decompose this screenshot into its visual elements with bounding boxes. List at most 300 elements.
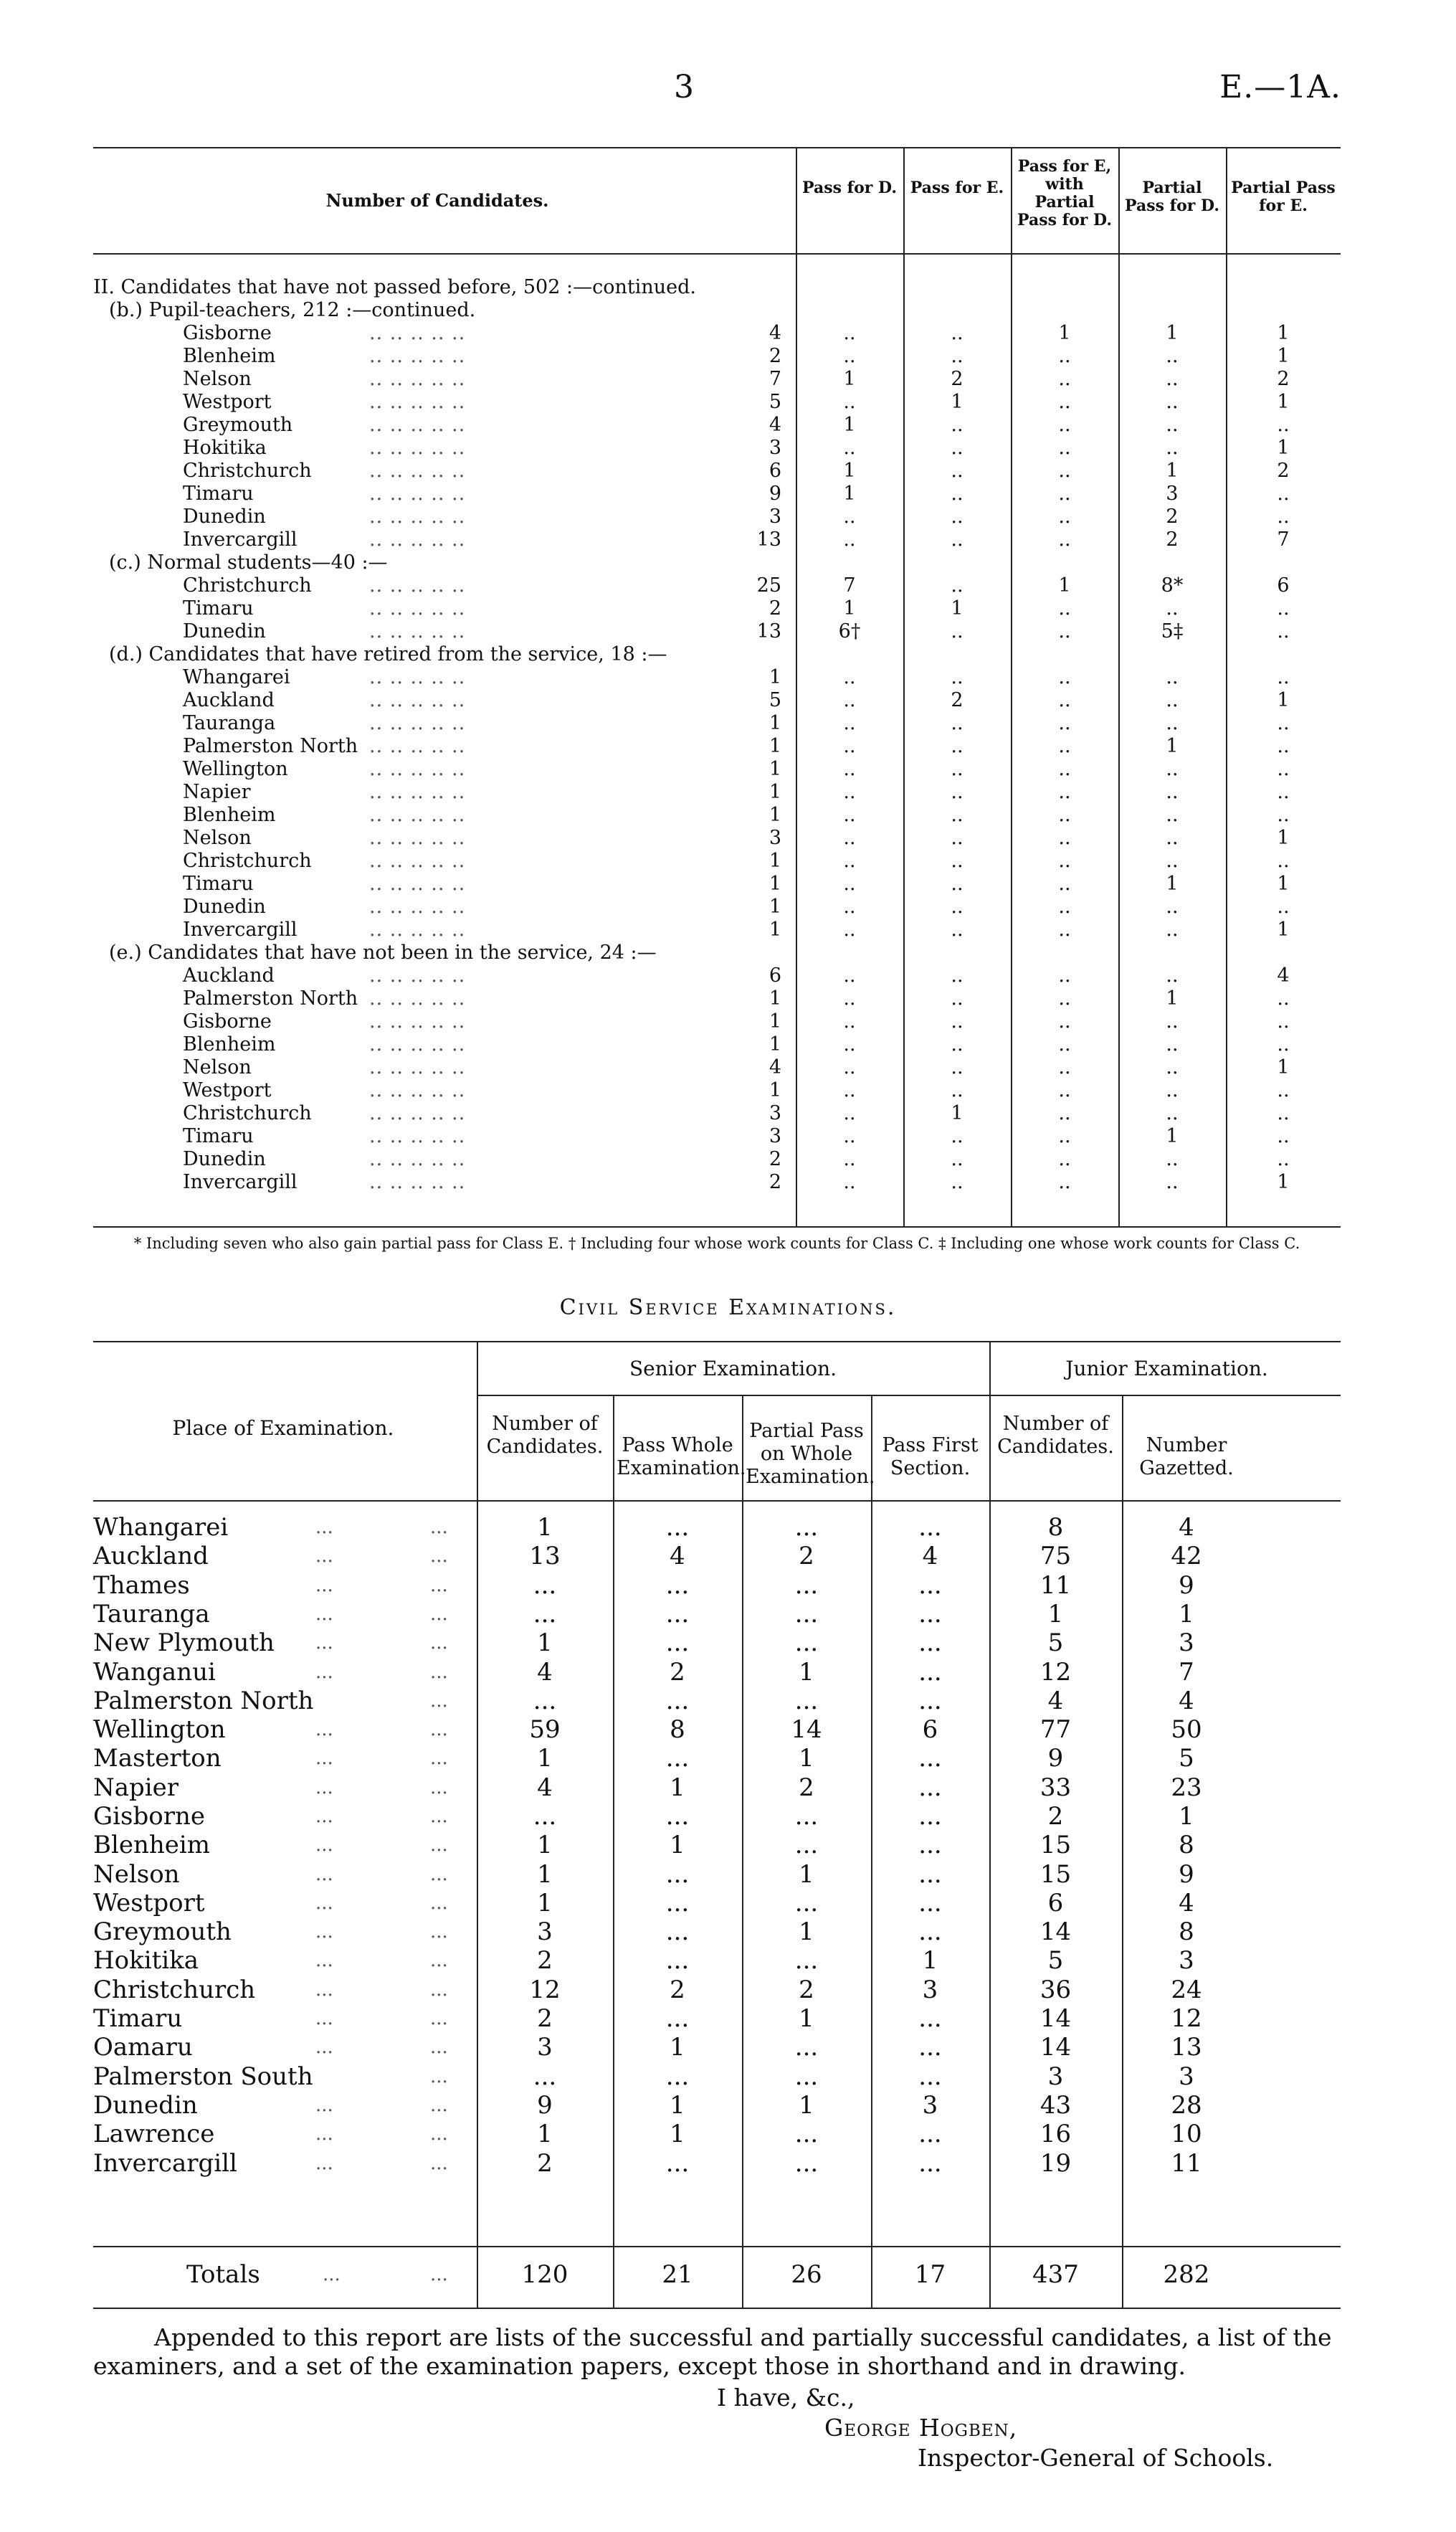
row-cell: .. — [1166, 964, 1179, 987]
row-count: 1 — [769, 1033, 781, 1056]
row-value: 4 — [537, 1658, 553, 1687]
row-value: 4 — [922, 1542, 938, 1570]
row-value: 2 — [537, 1946, 553, 1975]
row-value: ... — [665, 1802, 690, 1831]
group-heading-text: (b.) Pupil-teachers, 212 :—continued. — [109, 299, 476, 321]
leader-dots: .. .. .. .. .. — [369, 1171, 466, 1193]
leader-dots: .. .. .. .. .. — [369, 368, 466, 390]
row-value: 2 — [670, 1976, 685, 2004]
row-cell: 5‡ — [1161, 620, 1184, 643]
table-row — [93, 735, 1341, 758]
group-heading — [93, 551, 1341, 574]
row-value: 8 — [1047, 1513, 1064, 1542]
row-value: ... — [665, 1946, 690, 1975]
row-place: Dunedin — [183, 1148, 266, 1170]
row-cell: .. — [951, 804, 963, 826]
table-row — [93, 1715, 1341, 1744]
table-row — [93, 896, 1341, 919]
row-cell: 1 — [1166, 735, 1179, 757]
row-cell: .. — [1058, 758, 1071, 780]
row-value: 2 — [799, 1542, 814, 1570]
totals-gazetted: 282 — [1163, 2260, 1210, 2289]
leader-dots: ... — [430, 2095, 448, 2116]
row-place: Palmerston North — [183, 987, 358, 1010]
row-value: 12 — [1039, 1658, 1072, 1687]
totals-partial-pass: 26 — [791, 2260, 822, 2289]
row-cell: 1 — [1058, 322, 1071, 344]
table-row — [93, 1513, 1341, 1542]
table-row — [93, 574, 1341, 597]
row-value: 1 — [799, 1658, 814, 1687]
report-reference: E.—1A. — [1219, 69, 1341, 105]
row-value: ... — [665, 1860, 690, 1889]
row-cell: .. — [843, 1056, 856, 1078]
row-cell: .. — [951, 620, 963, 643]
place-header: Place of Examination. — [172, 1416, 394, 1440]
row-cell: .. — [951, 483, 963, 505]
leader-dots: .. .. .. .. .. — [369, 689, 466, 711]
row-cell: .. — [1058, 896, 1071, 918]
leader-dots: ... — [430, 1979, 448, 2001]
row-cell: .. — [951, 460, 963, 482]
row-cell: .. — [1277, 1010, 1290, 1033]
leader-dots: .. .. .. .. .. — [369, 506, 466, 528]
row-value: 8 — [670, 1715, 685, 1744]
table-row — [93, 2120, 1341, 2148]
row-place: Nelson — [183, 827, 252, 849]
row-cell: .. — [1166, 781, 1179, 803]
row-cell: .. — [951, 1056, 963, 1078]
row-place: Napier — [183, 781, 251, 803]
row-value: 11 — [1039, 1571, 1072, 1600]
leader-dots: .. .. .. .. .. — [369, 735, 466, 757]
row-count: 5 — [769, 689, 781, 711]
row-value: 3 — [1179, 1628, 1194, 1657]
row-value: ... — [794, 2062, 819, 2091]
table-row — [93, 1773, 1341, 1802]
leader-dots: ... — [430, 1719, 448, 1740]
table-row — [93, 2091, 1341, 2120]
row-value: 3 — [922, 2091, 938, 2120]
col-pass-d: Pass for D. — [802, 179, 897, 197]
row-cell: .. — [1058, 850, 1071, 872]
row-cell: .. — [1166, 689, 1179, 711]
row-cell: .. — [1058, 1148, 1071, 1170]
group-heading — [93, 643, 1341, 666]
totals-label: Totals — [186, 2260, 260, 2289]
row-cell: .. — [1166, 414, 1179, 436]
row-cell: 1 — [843, 483, 856, 505]
row-value: ... — [665, 1889, 690, 1917]
row-cell: .. — [951, 919, 963, 941]
row-cell: .. — [1277, 735, 1290, 757]
row-place: Palmerston North — [93, 1687, 314, 1715]
row-place: Westport — [93, 1889, 205, 1917]
row-cell: .. — [1058, 528, 1071, 551]
row-cell: .. — [1058, 368, 1071, 390]
row-place: Oamaru — [93, 2033, 193, 2062]
row-cell: 2 — [1166, 528, 1179, 551]
leader-dots: .. .. .. .. .. — [369, 666, 466, 688]
row-value: 4 — [670, 1542, 685, 1570]
row-value: 14 — [1039, 2033, 1072, 2062]
table-row — [93, 1079, 1341, 1102]
leader-dots: .. .. .. .. .. — [369, 1148, 466, 1170]
row-cell: .. — [951, 964, 963, 987]
row-cell: .. — [1058, 964, 1071, 987]
row-cell: .. — [1277, 804, 1290, 826]
row-cell: .. — [951, 414, 963, 436]
leader-dots: .. .. .. .. .. — [369, 896, 466, 918]
row-place: Blenheim — [183, 345, 276, 367]
row-value: ... — [918, 1600, 942, 1628]
row-cell: .. — [951, 781, 963, 803]
row-cell: 1 — [843, 414, 856, 436]
row-value: ... — [533, 1571, 557, 1600]
leader-dots: ... — [315, 1545, 333, 1567]
row-cell: .. — [951, 506, 963, 528]
row-value: 5 — [1047, 1946, 1064, 1975]
row-place: Hokitika — [93, 1946, 199, 1975]
row-cell: .. — [951, 873, 963, 895]
leader-dots: .. .. .. .. .. — [369, 1033, 466, 1056]
row-cell: .. — [1166, 437, 1179, 459]
leader-dots: .. .. .. .. .. — [369, 1102, 466, 1124]
row-value: ... — [665, 2149, 690, 2178]
row-value: 1 — [799, 2004, 814, 2033]
row-cell: .. — [1058, 437, 1071, 459]
col-pass-whole: Pass Whole Examination. — [617, 1434, 746, 1479]
row-count: 6 — [769, 460, 781, 482]
row-cell: .. — [843, 1079, 856, 1101]
row-cell: .. — [1277, 781, 1290, 803]
row-value: 14 — [791, 1715, 822, 1744]
row-value: ... — [794, 2033, 819, 2062]
leader-dots: ... — [430, 2123, 448, 2145]
row-value: 1 — [922, 1946, 938, 1975]
row-cell: .. — [1058, 712, 1071, 734]
row-value: 8 — [1179, 1917, 1194, 1946]
row-cell: .. — [1166, 919, 1179, 941]
row-value: ... — [794, 1831, 819, 1859]
row-value: ... — [794, 1513, 819, 1542]
row-cell: .. — [1166, 1056, 1179, 1078]
table-row — [93, 506, 1341, 528]
col-partial-d: Partial Pass for D. — [1125, 179, 1219, 215]
leader-dots: ... — [430, 1748, 448, 1769]
row-place: Whangarei — [93, 1513, 229, 1542]
row-value: 1 — [537, 1628, 553, 1657]
row-cell: .. — [1058, 689, 1071, 711]
row-place: Timaru — [183, 483, 254, 505]
leader-dots: ... — [315, 1834, 333, 1856]
signatory-title: Inspector-General of Schools. — [918, 2444, 1274, 2472]
row-count: 1 — [769, 712, 781, 734]
leader-dots: ... — [430, 2066, 448, 2087]
row-value: 77 — [1039, 1715, 1072, 1744]
row-place: Christchurch — [183, 1102, 312, 1124]
row-place: Auckland — [183, 964, 275, 987]
row-value: 1 — [1179, 1600, 1194, 1628]
row-value: ... — [665, 1917, 690, 1946]
row-value: 1 — [799, 1917, 814, 1946]
row-count: 1 — [769, 873, 781, 895]
row-value: 5 — [1047, 1628, 1064, 1657]
table-row — [93, 758, 1341, 781]
leader-dots: ... — [430, 1661, 448, 1683]
row-place: Nelson — [93, 1860, 180, 1889]
row-place: Christchurch — [93, 1976, 256, 2004]
table-row — [93, 1946, 1341, 1975]
row-cell: .. — [1166, 712, 1179, 734]
col-number-gazetted: Number Gazetted. — [1139, 1434, 1234, 1479]
leader-dots: .. .. .. .. .. — [369, 827, 466, 849]
leader-dots: ... — [430, 2036, 448, 2058]
table-row — [93, 2062, 1341, 2091]
row-cell: .. — [1166, 804, 1179, 826]
table-row — [93, 1658, 1341, 1687]
row-cell: .. — [1166, 1171, 1179, 1193]
row-cell: .. — [1277, 483, 1290, 505]
row-place: Timaru — [93, 2004, 183, 2033]
row-count: 1 — [769, 758, 781, 780]
row-value: 7 — [1179, 1658, 1194, 1687]
row-cell: 1 — [1166, 987, 1179, 1010]
row-count: 13 — [756, 528, 781, 551]
table-row — [93, 483, 1341, 506]
leader-dots: ... — [315, 1632, 333, 1654]
row-value: 14 — [1039, 1917, 1072, 1946]
row-cell: .. — [951, 1079, 963, 1101]
row-place: Greymouth — [93, 1917, 232, 1946]
row-value: ... — [918, 1571, 942, 1600]
row-cell: .. — [951, 322, 963, 344]
row-cell: .. — [1058, 506, 1071, 528]
row-value: ... — [918, 1860, 942, 1889]
group-heading — [93, 299, 1341, 322]
row-cell: .. — [1166, 391, 1179, 413]
row-cell: .. — [951, 1148, 963, 1170]
row-cell: .. — [1277, 1033, 1290, 1056]
row-cell: .. — [1166, 758, 1179, 780]
row-value: 59 — [529, 1715, 561, 1744]
col-partial-e: Partial Pass for E. — [1231, 179, 1336, 215]
row-cell: .. — [1166, 827, 1179, 849]
row-value: 50 — [1171, 1715, 1202, 1744]
table-row — [93, 528, 1341, 551]
leader-dots: .. .. .. .. .. — [369, 322, 466, 344]
table-row — [93, 2004, 1341, 2033]
row-cell: .. — [843, 1010, 856, 1033]
row-value: ... — [918, 1773, 942, 1802]
group-heading-text: (c.) Normal students—40 :— — [109, 551, 388, 574]
row-cell: .. — [951, 827, 963, 849]
row-value: ... — [918, 1831, 942, 1859]
row-cell: .. — [843, 1148, 856, 1170]
col-pass-e-partial-d: Pass for E, with Partial Pass for D. — [1017, 157, 1112, 229]
row-value: ... — [794, 1889, 819, 1917]
row-place: Blenheim — [93, 1831, 211, 1859]
row-value: 36 — [1039, 1976, 1072, 2004]
row-cell: .. — [843, 345, 856, 367]
leader-dots: .. .. .. .. .. — [369, 391, 466, 413]
leader-dots: ... — [315, 1603, 333, 1625]
row-cell: .. — [843, 873, 856, 895]
row-count: 1 — [769, 919, 781, 941]
leader-dots: ... — [315, 1719, 333, 1740]
row-value: ... — [794, 1687, 819, 1715]
row-count: 1 — [769, 735, 781, 757]
totals-junior-candidates: 437 — [1032, 2260, 1079, 2289]
table-row — [93, 1125, 1341, 1148]
row-cell: 2 — [1277, 368, 1290, 390]
row-cell: 7 — [1277, 528, 1290, 551]
row-place: Napier — [93, 1773, 179, 1802]
leader-dots: ... — [430, 1545, 448, 1567]
row-value: 24 — [1171, 1976, 1202, 2004]
row-cell: .. — [843, 391, 856, 413]
civil-service-table — [93, 1341, 1341, 2316]
section-heading — [93, 276, 1341, 299]
row-value: 3 — [1179, 2062, 1194, 2091]
leader-dots: .. .. .. .. .. — [369, 712, 466, 734]
leader-dots: .. .. .. .. .. — [369, 437, 466, 459]
row-cell: 6† — [838, 620, 861, 643]
row-cell: .. — [843, 758, 856, 780]
page-number: 3 — [674, 69, 694, 105]
row-cell: .. — [843, 1033, 856, 1056]
col-partial-pass-whole: Partial Pass on Whole Examination. — [746, 1420, 875, 1488]
row-place: Timaru — [183, 1125, 254, 1147]
row-count: 1 — [769, 1079, 781, 1101]
row-value: 16 — [1039, 2120, 1072, 2148]
row-cell: .. — [1277, 987, 1290, 1010]
table-row — [93, 964, 1341, 987]
row-cell: .. — [1058, 1033, 1071, 1056]
leader-dots: ... — [315, 2153, 333, 2174]
row-cell: .. — [1058, 735, 1071, 757]
row-place: Wellington — [183, 758, 288, 780]
row-cell: .. — [1058, 597, 1071, 620]
row-cell: .. — [843, 964, 856, 987]
row-value: 42 — [1171, 1542, 1202, 1570]
row-place: Dunedin — [183, 896, 266, 918]
row-value: 2 — [799, 1773, 814, 1802]
leader-dots: ... — [430, 2153, 448, 2174]
row-value: ... — [918, 2120, 942, 2148]
row-cell: 1 — [843, 460, 856, 482]
row-value: 12 — [529, 1976, 561, 2004]
row-cell: .. — [1058, 873, 1071, 895]
row-cell: 1 — [1166, 873, 1179, 895]
leader-dots: ... — [315, 2123, 333, 2145]
row-value: ... — [918, 1802, 942, 1831]
row-cell: .. — [843, 1171, 856, 1193]
row-place: Whangarei — [183, 666, 290, 688]
row-value: ... — [918, 1917, 942, 1946]
table-row — [93, 1687, 1341, 1715]
row-cell: .. — [951, 345, 963, 367]
leader-dots: .. .. .. .. .. — [369, 620, 466, 643]
row-value: ... — [533, 1600, 557, 1628]
row-cell: .. — [951, 437, 963, 459]
row-value: ... — [665, 1513, 690, 1542]
candidates-table — [93, 147, 1341, 1230]
row-place: Timaru — [183, 873, 254, 895]
row-count: 4 — [769, 322, 781, 344]
row-value: ... — [918, 1687, 942, 1715]
leader-dots: .. .. .. .. .. — [369, 987, 466, 1010]
row-value: ... — [918, 2149, 942, 2178]
row-value: ... — [533, 1687, 557, 1715]
row-count: 3 — [769, 506, 781, 528]
row-cell: .. — [1166, 368, 1179, 390]
row-value: ... — [918, 1513, 942, 1542]
row-value: ... — [918, 2033, 942, 2062]
row-cell: .. — [1166, 666, 1179, 688]
row-value: 75 — [1039, 1542, 1072, 1570]
row-cell: 1 — [1166, 1125, 1179, 1147]
row-value: ... — [794, 1946, 819, 1975]
row-value: 9 — [1179, 1571, 1194, 1600]
row-cell: 1 — [1166, 322, 1179, 344]
row-cell: .. — [951, 1125, 963, 1147]
table-row — [93, 368, 1341, 391]
row-place: Invercargill — [183, 528, 298, 551]
row-value: ... — [918, 2062, 942, 2091]
row-cell: 3 — [1166, 483, 1179, 505]
row-value: 2 — [537, 2149, 553, 2178]
row-value: ... — [665, 1687, 690, 1715]
row-cell: .. — [1166, 1079, 1179, 1101]
row-cell: .. — [1058, 1079, 1071, 1101]
row-value: 10 — [1171, 2120, 1202, 2148]
row-cell: .. — [1277, 712, 1290, 734]
leader-dots: ... — [430, 1834, 448, 1856]
row-value: 1 — [670, 2033, 685, 2062]
row-value: 8 — [1179, 1831, 1194, 1859]
table-row — [93, 850, 1341, 873]
row-cell: .. — [951, 987, 963, 1010]
row-cell: .. — [1058, 460, 1071, 482]
row-value: ... — [794, 1628, 819, 1657]
row-count: 3 — [769, 1125, 781, 1147]
row-cell: .. — [1166, 1148, 1179, 1170]
row-place: Lawrence — [93, 2120, 215, 2148]
row-cell: .. — [1058, 987, 1071, 1010]
leader-dots: ... — [315, 1979, 333, 2001]
row-value: 1 — [670, 1773, 685, 1802]
row-place: Masterton — [93, 1744, 222, 1773]
table-row — [93, 1628, 1341, 1657]
row-cell: .. — [1058, 827, 1071, 849]
row-cell: 6 — [1277, 574, 1290, 597]
row-cell: .. — [1058, 781, 1071, 803]
row-cell: 8* — [1161, 574, 1184, 597]
row-cell: 1 — [1277, 345, 1290, 367]
row-value: 4 — [1179, 1513, 1194, 1542]
col-pass-e: Pass for E. — [910, 179, 1004, 197]
row-cell: .. — [951, 712, 963, 734]
leader-dots: .. .. .. .. .. — [369, 414, 466, 436]
table-row — [93, 414, 1341, 437]
row-cell: .. — [843, 987, 856, 1010]
row-count: 2 — [769, 345, 781, 367]
row-cell: .. — [843, 712, 856, 734]
row-cell: .. — [1277, 1102, 1290, 1124]
row-value: 3 — [1179, 1946, 1194, 1975]
leader-dots: ... — [430, 1777, 448, 1798]
